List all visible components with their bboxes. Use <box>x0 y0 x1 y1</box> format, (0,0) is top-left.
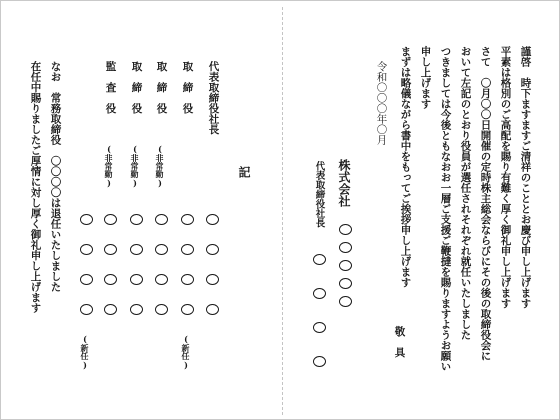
greeting-line-5: つきましては今後ともなおお一層ご支援ご鞭撻を賜りますようお願い <box>439 46 452 372</box>
greeting-line-1: 謹啓 時下ますますご清祥のこととお慶び申し上げます <box>519 46 532 309</box>
officer-name-placeholder <box>130 304 143 315</box>
officer-name-placeholder <box>206 244 219 255</box>
closing-keigu: 敬 具 <box>393 326 406 358</box>
officer-name-placeholder <box>155 274 168 285</box>
record-heading: 記 <box>237 166 251 178</box>
officer-note-auditor: (非常勤) <box>104 144 114 188</box>
officer-title-auditor: 監 査 役 <box>104 61 117 114</box>
officer-name-placeholder <box>206 304 219 315</box>
company-name-placeholder-2 <box>339 242 352 253</box>
officer-name-placeholder <box>130 244 143 255</box>
officer-name-placeholder <box>80 244 93 255</box>
company-name-placeholder-4 <box>339 278 352 289</box>
officer-name-placeholder <box>104 244 117 255</box>
greeting-line-4: おいて左記のとおり役員が選任されそれぞれ就任いたしました <box>459 46 472 340</box>
officer-name-placeholder <box>80 274 93 285</box>
company-name-placeholder-3 <box>339 260 352 271</box>
center-fold-line <box>282 7 283 415</box>
officer-title-director-1: 取 締 役 <box>181 61 194 114</box>
company-name-placeholder-1 <box>339 224 352 235</box>
president-title: 代表取締役社長 <box>313 161 325 228</box>
president-name-placeholder-1 <box>313 254 326 265</box>
officer-note-director-3: (非常勤) <box>130 144 140 188</box>
officer-name-placeholder <box>181 214 194 225</box>
footnote-line-2: 在任中賜りましたご厚情に対し厚く御礼申し上げます <box>29 61 42 313</box>
issue-date: 令和〇〇〇年〇月 <box>375 61 388 145</box>
officer-name-placeholder <box>155 304 168 315</box>
officer-name-placeholder <box>181 274 194 285</box>
officer-title-director-2: 取 締 役 <box>155 61 168 114</box>
officer-name-placeholder <box>206 214 219 225</box>
greeting-line-7: まずは略儀ながら書中をもってご挨拶申し上げます <box>399 46 412 288</box>
president-name-placeholder-3 <box>313 322 326 333</box>
officer-name-placeholder <box>104 214 117 225</box>
president-name-placeholder-2 <box>313 288 326 299</box>
officer-name-placeholder <box>80 304 93 315</box>
officer-name-placeholder <box>104 304 117 315</box>
officer-name-placeholder <box>155 244 168 255</box>
greeting-line-3: さて 〇月〇〇日開催の定時株主総会ならびにその後の取締役会に <box>479 46 492 361</box>
officer-note-director-1: (新任) <box>181 334 191 370</box>
officer-name-placeholder <box>155 214 168 225</box>
greeting-line-6: 申し上げます <box>419 46 432 109</box>
officer-note-director-2: (非常勤) <box>155 144 165 188</box>
officer-name-placeholder <box>206 274 219 285</box>
officer-name-placeholder <box>181 244 194 255</box>
company-name: 株式会社 <box>337 159 351 207</box>
officer-name-placeholder <box>80 214 93 225</box>
footnote-line-1: なお 常務取締役 〇〇〇〇は退任いたしました <box>49 61 62 292</box>
company-name-placeholder-5 <box>339 296 352 307</box>
officer-name-placeholder <box>130 214 143 225</box>
officer-name-placeholder <box>181 304 194 315</box>
officer-name-placeholder <box>130 274 143 285</box>
officer-title-director-3: 取 締 役 <box>130 61 143 114</box>
officer-title-president: 代表取締役社長 <box>207 61 220 135</box>
officer-note-new: (新任) <box>80 334 90 370</box>
president-name-placeholder-4 <box>313 356 326 367</box>
greeting-line-2: 平素は格別のご高配を賜り有難く厚く御礼申し上げます <box>499 46 512 309</box>
officer-name-placeholder <box>104 274 117 285</box>
